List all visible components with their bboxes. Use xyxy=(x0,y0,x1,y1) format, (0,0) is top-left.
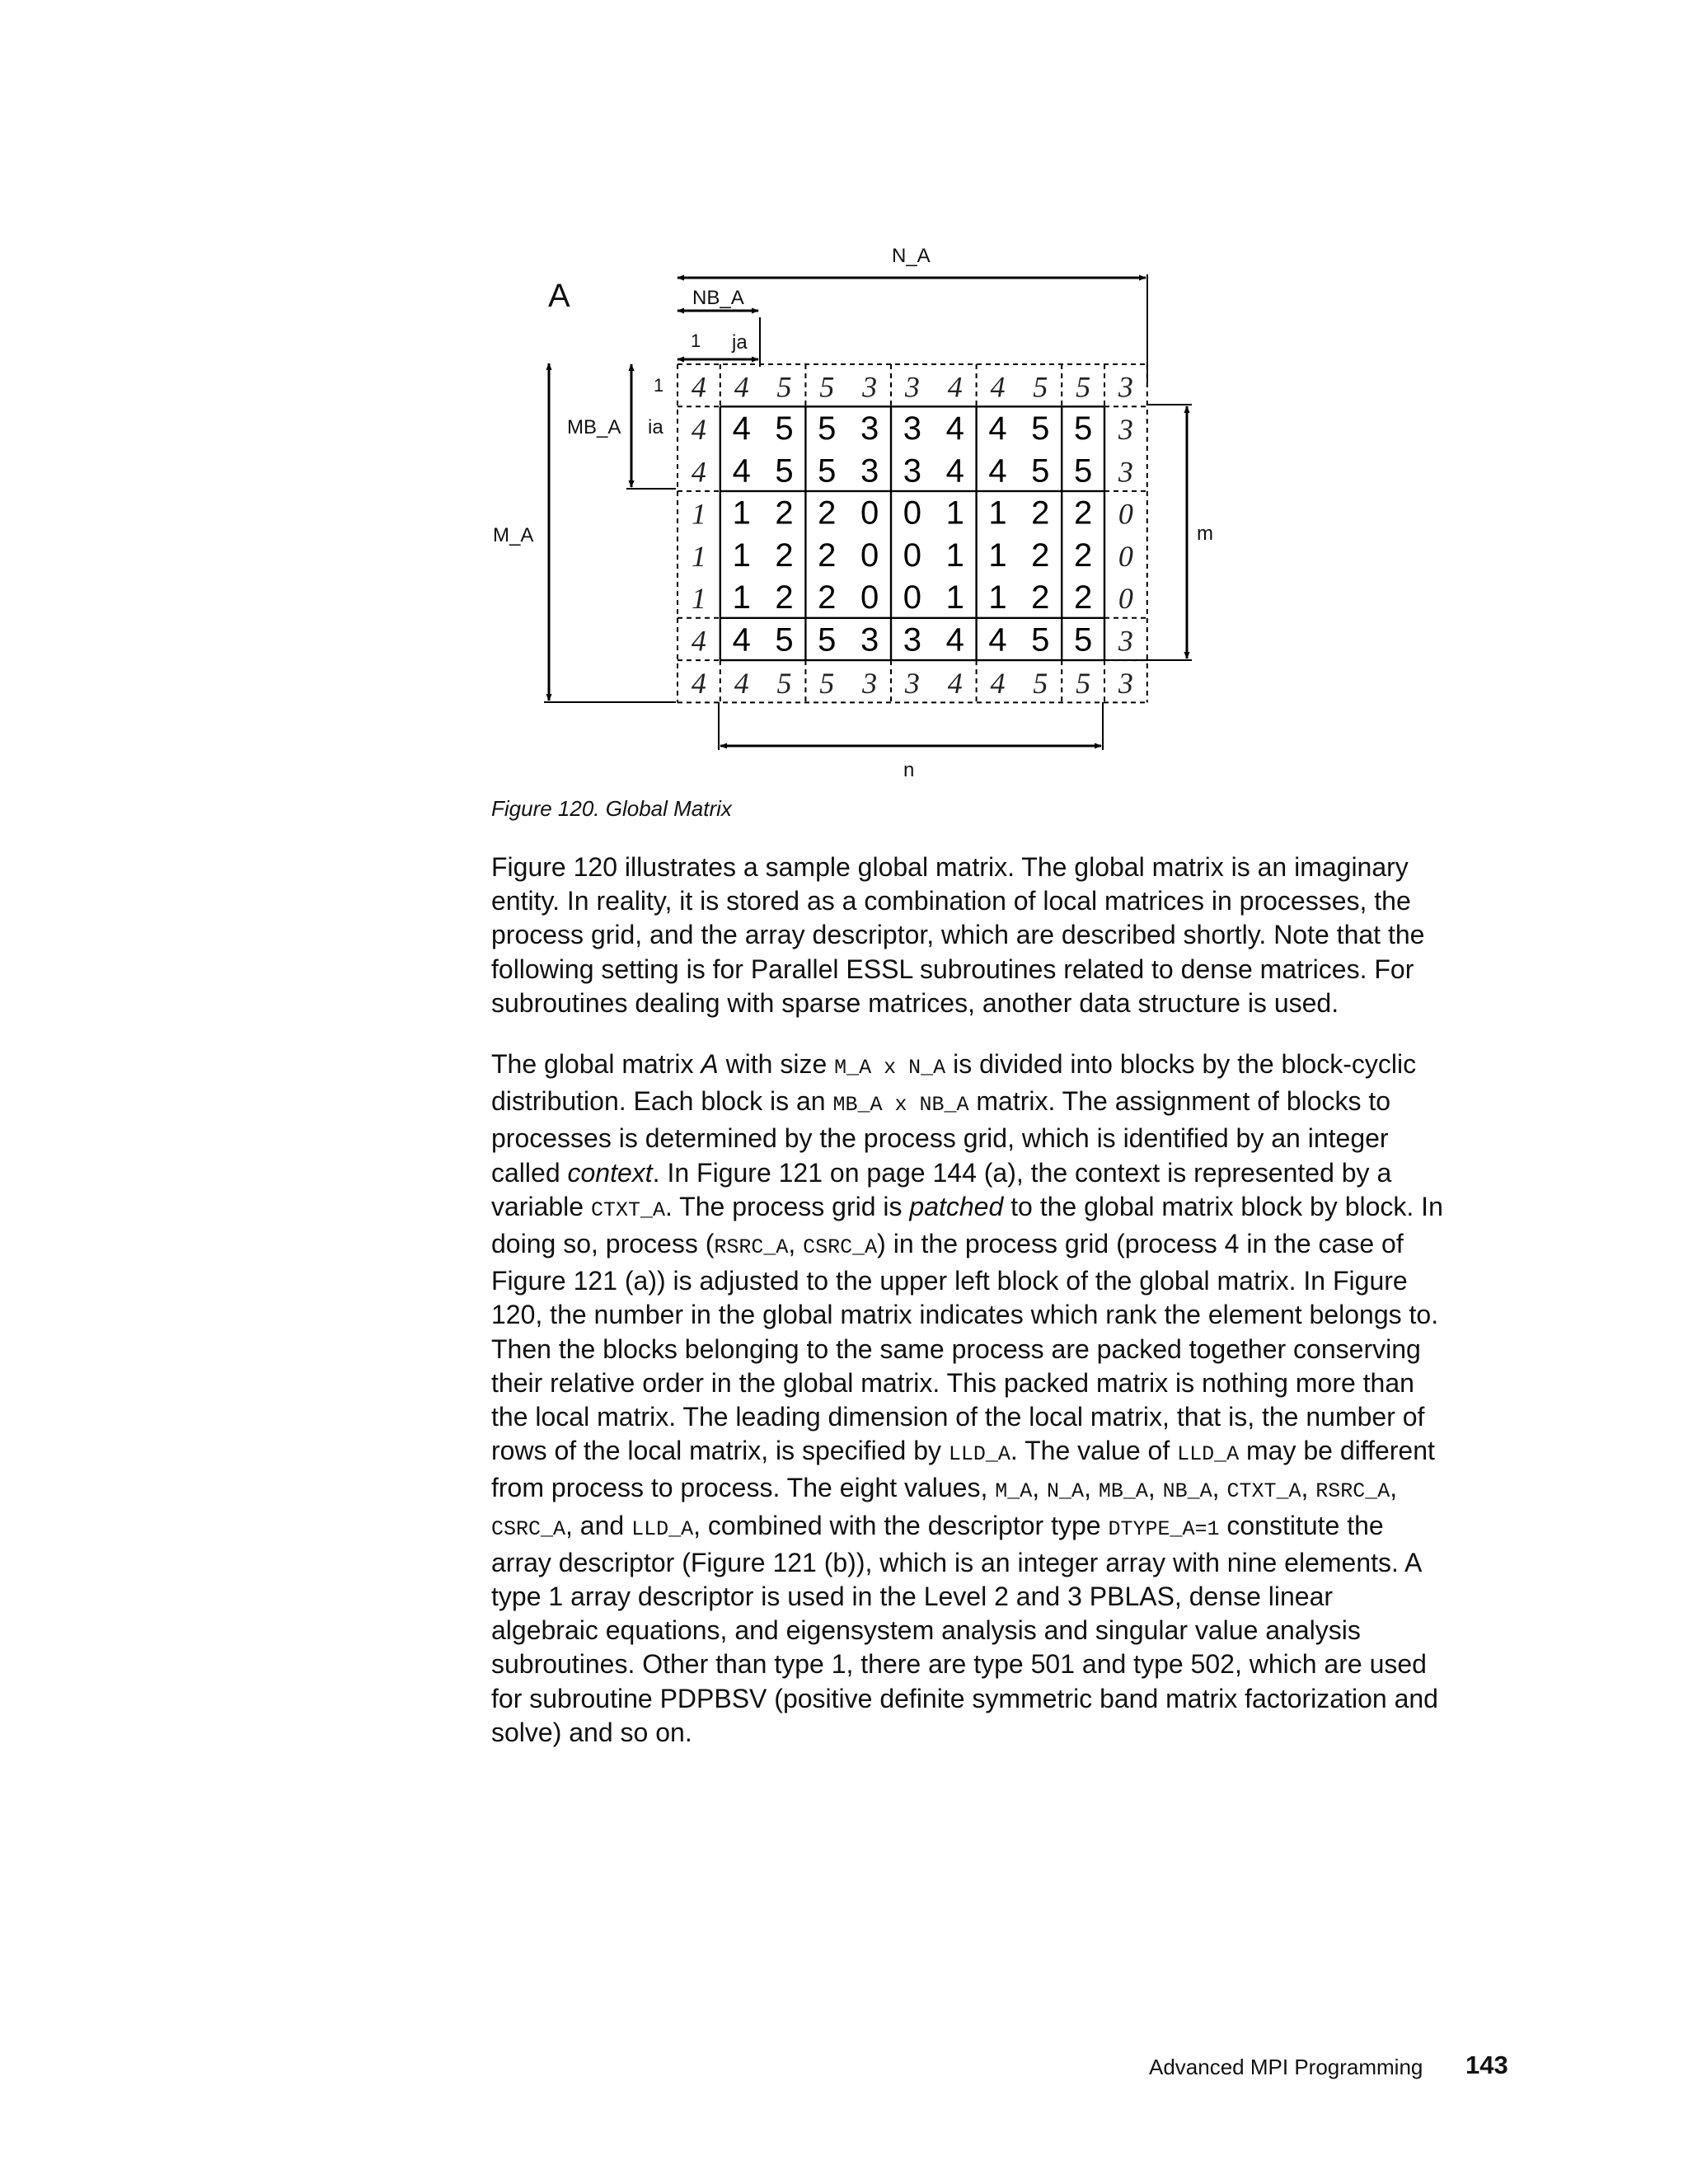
matrix-cell-rank: 3 xyxy=(860,452,879,490)
matrix-cell-rank: 0 xyxy=(1118,497,1133,531)
matrix-cell-rank: 2 xyxy=(775,579,794,616)
text-line: Figure 120 illustrates a sample global matrix. The global matrix is an imaginary xyxy=(491,852,1409,882)
matrix-cell-rank: 1 xyxy=(945,494,964,532)
text-line: their relative order in the global matrix. This packed matrix is nothing more than xyxy=(491,1367,1414,1398)
matrix-cell-rank: 1 xyxy=(691,582,706,616)
matrix-cell-rank: 2 xyxy=(1073,494,1093,532)
matrix-cell-rank: 5 xyxy=(1033,666,1048,700)
matrix-cell-rank: 5 xyxy=(1073,452,1093,490)
matrix-cell-rank: 5 xyxy=(1033,370,1048,404)
matrix-cell-rank: 3 xyxy=(1118,624,1133,658)
text-line: Then the blocks belonging to the same process are packed together conserving xyxy=(491,1333,1421,1364)
m-label: m xyxy=(1197,523,1213,545)
matrix-cell-rank: 2 xyxy=(818,579,837,616)
matrix-cell-rank: 2 xyxy=(818,537,837,574)
text-line: CSRC_A, and LLD_A, combined with the descriptor type DTYPE_A=1 constitute the xyxy=(491,1510,1384,1541)
matrix-cell-rank: 5 xyxy=(1031,621,1050,658)
matrix-cell-rank: 5 xyxy=(1073,410,1093,447)
text-line: doing so, process (RSRC_A, CSRC_A) in the process grid (process 4 in the case of xyxy=(491,1229,1404,1260)
matrix-cell-rank: 5 xyxy=(776,666,792,700)
text-line: type 1 array descriptor is used in the Level 2 and 3 PBLAS, dense linear xyxy=(491,1582,1334,1612)
matrix-cell-rank: 5 xyxy=(776,370,792,404)
matrix-cell-rank: 4 xyxy=(945,410,964,447)
matrix-cell-rank: 5 xyxy=(1073,621,1093,658)
matrix-cell-rank: 4 xyxy=(732,621,751,658)
text-line: called context. In Figure 121 on page 144 (a), the context is represented by a xyxy=(491,1157,1392,1188)
ia-label: ia xyxy=(648,416,663,438)
matrix-cell-rank: 2 xyxy=(775,537,794,574)
text-line: the local matrix. The leading dimension of the local matrix, that is, the number of xyxy=(491,1402,1425,1432)
matrix-cell-rank: 4 xyxy=(947,370,963,404)
matrix-cell-rank: 3 xyxy=(860,621,879,658)
matrix-cell-rank: 0 xyxy=(903,579,922,616)
matrix-cell-rank: 5 xyxy=(775,410,794,447)
matrix-cell-rank: 4 xyxy=(691,666,706,700)
matrix-cell-rank: 5 xyxy=(818,621,837,658)
matrix-cell-rank: 1 xyxy=(988,494,1007,532)
text-line: process grid, and the array descriptor, which are described shortly. Note that the xyxy=(491,920,1425,950)
matrix-cell-rank: 3 xyxy=(903,621,922,658)
matrix-cell-rank: 5 xyxy=(819,370,835,404)
text-line: variable CTXT_A. The process grid is patched to the global matrix block by block. In xyxy=(491,1191,1443,1222)
matrix-cell-rank: 4 xyxy=(691,370,706,404)
text-line: distribution. Each block is an MB_A x NB_A matrix. The assignment of blocks to xyxy=(491,1086,1391,1118)
text-line: Figure 121 (a)) is adjusted to the upper left block of the global matrix. In Figure xyxy=(491,1266,1408,1296)
matrix-cell-rank: 4 xyxy=(691,412,706,446)
matrix-cell-rank: 0 xyxy=(1118,582,1133,616)
matrix-cell-rank: 3 xyxy=(903,452,922,490)
text-line: rows of the local matrix, is specified by LLD_A. The value of LLD_A may be different xyxy=(491,1436,1435,1467)
matrix-cell-rank: 3 xyxy=(1118,412,1133,446)
matrix-cell-rank: 4 xyxy=(990,370,1006,404)
matrix-cell-rank: 4 xyxy=(988,410,1007,447)
matrix-cell-rank: 2 xyxy=(1073,537,1093,574)
matrix-cell-rank: 5 xyxy=(818,452,837,490)
matrix-grid-cells xyxy=(692,371,1133,700)
m-a-label: M_A xyxy=(493,524,534,546)
matrix-cell-rank: 3 xyxy=(903,410,922,447)
text-line: entity. In reality, it is stored as a combination of local matrices in processes, the xyxy=(491,886,1411,916)
footer-title: Advanced MPI Programming xyxy=(1149,2055,1423,2079)
matrix-cell-rank: 3 xyxy=(1118,370,1133,404)
matrix-cell-rank: 4 xyxy=(988,621,1007,658)
matrix-cell-rank: 0 xyxy=(860,537,879,574)
mb-a-label: MB_A xyxy=(567,416,621,438)
matrix-cell-rank: 4 xyxy=(732,410,751,447)
n-a-label: N_A xyxy=(892,245,931,267)
text-line: processes is determined by the process grid, which is identified by an integer xyxy=(491,1123,1389,1154)
text-line: 120, the number in the global matrix indicates which rank the element belongs to. xyxy=(491,1300,1439,1330)
text-line: array descriptor (Figure 121 (b)), which is an integer array with nine elements. A xyxy=(491,1547,1423,1577)
text-line: following setting is for Parallel ESSL subroutines related to dense matrices. For xyxy=(491,954,1414,984)
matrix-cell-rank: 4 xyxy=(945,452,964,490)
matrix-cell-rank: 3 xyxy=(904,370,920,404)
matrix-cell-rank: 4 xyxy=(945,621,964,658)
n-label: n xyxy=(903,759,915,781)
matrix-cell-rank: 3 xyxy=(862,370,878,404)
text-line: algebraic equations, and eigensystem analysis and singular value analysis xyxy=(491,1615,1361,1646)
matrix-cell-rank: 2 xyxy=(818,494,837,532)
matrix-cell-rank: 4 xyxy=(988,452,1007,490)
matrix-cell-rank: 1 xyxy=(732,494,751,532)
text-line: subroutines. Other than type 1, there are type 501 and type 502, which are used xyxy=(491,1649,1427,1680)
matrix-cell-rank: 1 xyxy=(732,537,751,574)
matrix-cell-rank: 1 xyxy=(691,497,706,531)
row-one-label: 1 xyxy=(654,375,664,396)
matrix-cell-rank: 4 xyxy=(734,666,749,700)
matrix-cell-rank: 4 xyxy=(990,666,1006,700)
matrix-cell-rank: 0 xyxy=(903,494,922,532)
matrix-cell-rank: 4 xyxy=(691,624,706,658)
matrix-cell-rank: 5 xyxy=(1031,452,1050,490)
matrix-cell-rank: 5 xyxy=(819,666,835,700)
matrix-cell-rank: 5 xyxy=(775,452,794,490)
matrix-cell-rank: 3 xyxy=(862,666,878,700)
matrix-cell-rank: 5 xyxy=(775,621,794,658)
paragraph-1 xyxy=(491,851,1522,1020)
matrix-cell-rank: 0 xyxy=(903,537,922,574)
matrix-cell-rank: 2 xyxy=(1031,494,1050,532)
matrix-cell-rank: 2 xyxy=(1031,537,1050,574)
figure-caption: Figure 120. Global Matrix xyxy=(491,796,732,821)
matrix-cell-rank: 0 xyxy=(860,494,879,532)
matrix-cell-rank: 3 xyxy=(860,410,879,447)
matrix-cell-rank: 3 xyxy=(1118,455,1133,489)
matrix-cell-rank: 4 xyxy=(947,666,963,700)
matrix-cell-rank: 1 xyxy=(945,537,964,574)
matrix-cell-rank: 0 xyxy=(860,579,879,616)
matrix-cell-rank: 1 xyxy=(732,579,751,616)
paragraph-2 xyxy=(491,1047,1522,1750)
text-line: subroutines dealing with sparse matrices, another data structure is used. xyxy=(491,987,1339,1018)
matrix-cell-rank: 3 xyxy=(904,666,920,700)
text-line: solve) and so on. xyxy=(491,1717,692,1747)
matrix-cell-rank: 1 xyxy=(988,537,1007,574)
matrix-cell-rank: 5 xyxy=(1076,666,1091,700)
col-one-label: 1 xyxy=(691,330,701,351)
text-line: for subroutine PDPBSV (positive definite symmetric band matrix factorization and xyxy=(491,1683,1438,1713)
matrix-cell-rank: 1 xyxy=(988,579,1007,616)
global-matrix-figure xyxy=(0,0,1688,824)
matrix-cell-rank: 4 xyxy=(734,370,749,404)
matrix-cell-rank: 2 xyxy=(1073,579,1093,616)
matrix-cell-rank: 4 xyxy=(732,452,751,490)
matrix-cell-rank: 0 xyxy=(1118,539,1133,573)
page-number: 143 xyxy=(1465,2050,1508,2079)
matrix-cell-rank: 4 xyxy=(691,455,706,489)
ja-label: ja xyxy=(732,331,748,354)
text-line: from process to process. The eight values, M_A, N_A, MB_A, NB_A, CTXT_A, RSRC_A, xyxy=(491,1473,1398,1504)
matrix-cell-rank: 1 xyxy=(691,539,706,573)
matrix-name-label: A xyxy=(548,278,570,314)
matrix-cell-rank: 1 xyxy=(945,579,964,616)
matrix-cell-rank: 2 xyxy=(775,494,794,532)
matrix-cell-rank: 3 xyxy=(1118,666,1133,700)
matrix-cell-rank: 2 xyxy=(1031,579,1050,616)
matrix-cell-rank: 5 xyxy=(1031,410,1050,447)
matrix-cell-rank: 5 xyxy=(1076,370,1091,404)
nb-a-label: NB_A xyxy=(692,287,744,309)
matrix-cell-rank: 5 xyxy=(818,410,837,447)
text-line: The global matrix A with size M_A x N_A is divided into blocks by the block-cyclic xyxy=(491,1049,1417,1080)
